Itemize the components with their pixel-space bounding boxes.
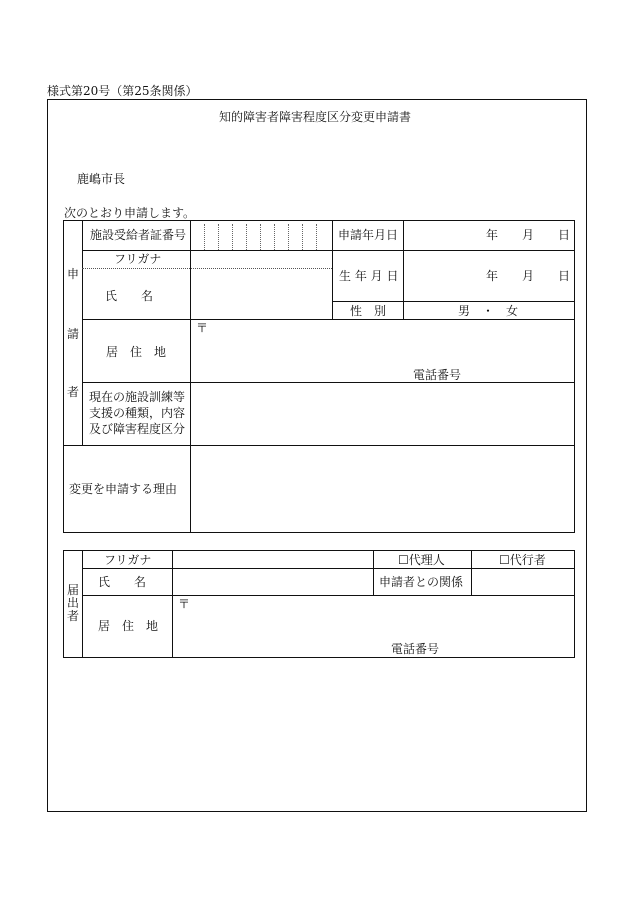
intro-text: 次のとおり申請します。 xyxy=(64,206,196,220)
birth-date-label: 生 年 月 日 xyxy=(339,269,399,283)
applicant-phone-label: 電話番号 xyxy=(413,368,462,382)
application-date-day: 日 xyxy=(558,228,571,242)
notifier-side-char-2: 出 xyxy=(66,596,79,610)
applicant-name-label: 氏 名 xyxy=(105,289,154,303)
current-facility-input[interactable] xyxy=(0,0,387,65)
birth-date-year: 年 xyxy=(486,269,499,283)
current-facility-label-line-3: 及び障害程度区分 xyxy=(89,422,186,436)
notifier-phone-input[interactable] xyxy=(446,638,574,656)
notifier-furigana-input[interactable] xyxy=(173,551,372,567)
applicant-side-char-2: 請 xyxy=(66,327,79,341)
notifier-name-input[interactable] xyxy=(173,569,372,594)
notifier-address-label: 居 住 地 xyxy=(98,619,159,633)
facility-cert-number-input[interactable] xyxy=(191,221,331,249)
current-facility-label-line-1: 現在の施設訓練等 xyxy=(89,390,186,404)
relation-label: 申請者との関係 xyxy=(379,575,464,589)
applicant-side-char-3: 者 xyxy=(66,385,79,399)
applicant-address-input[interactable] xyxy=(212,320,574,364)
relation-input[interactable] xyxy=(472,569,574,594)
notifier-postal-mark: 〒 xyxy=(178,597,191,611)
applicant-furigana-input[interactable] xyxy=(191,251,331,268)
birth-date-day: 日 xyxy=(558,269,571,283)
applicant-phone-input[interactable] xyxy=(468,365,574,381)
sex-label: 性 別 xyxy=(350,304,387,318)
form-title: 知的障害者障害程度区分変更申請書 xyxy=(218,110,411,124)
form-number: 様式第20号（第25条関係） xyxy=(47,84,198,98)
notifier-phone-label: 電話番号 xyxy=(391,642,440,656)
notifier-furigana-label: フリガナ xyxy=(104,553,152,567)
applicant-address-label: 居 住 地 xyxy=(106,345,167,359)
notifier-address-input[interactable] xyxy=(194,596,574,636)
agent-checkbox[interactable]: ☐代理人 xyxy=(398,553,445,567)
application-date-input[interactable] xyxy=(404,221,484,249)
application-date-label: 申請年月日 xyxy=(338,228,399,242)
reason-label: 変更を申請する理由 xyxy=(69,482,178,496)
notifier-name-label: 氏 名 xyxy=(98,575,147,589)
application-date-month: 月 xyxy=(522,228,535,242)
facility-cert-label: 施設受給者証番号 xyxy=(90,228,187,242)
application-date-year: 年 xyxy=(486,228,499,242)
birth-date-month: 月 xyxy=(522,269,535,283)
notifier-side-char-3: 者 xyxy=(66,609,79,623)
proxy-checkbox[interactable]: ☐代行者 xyxy=(499,553,546,567)
birth-date-input[interactable] xyxy=(404,251,484,300)
sex-options[interactable]: 男 ・ 女 xyxy=(458,304,519,318)
applicant-furigana-label: フリガナ xyxy=(114,252,162,266)
applicant-side-char-1: 申 xyxy=(66,267,79,281)
addressee: 鹿嶋市長 xyxy=(77,172,126,186)
current-facility-label-line-2: 支援の種類，内容 xyxy=(89,406,186,420)
notifier-side-char-1: 届 xyxy=(66,583,79,597)
applicant-postal-mark: 〒 xyxy=(196,321,209,335)
applicant-name-input[interactable] xyxy=(191,269,331,318)
